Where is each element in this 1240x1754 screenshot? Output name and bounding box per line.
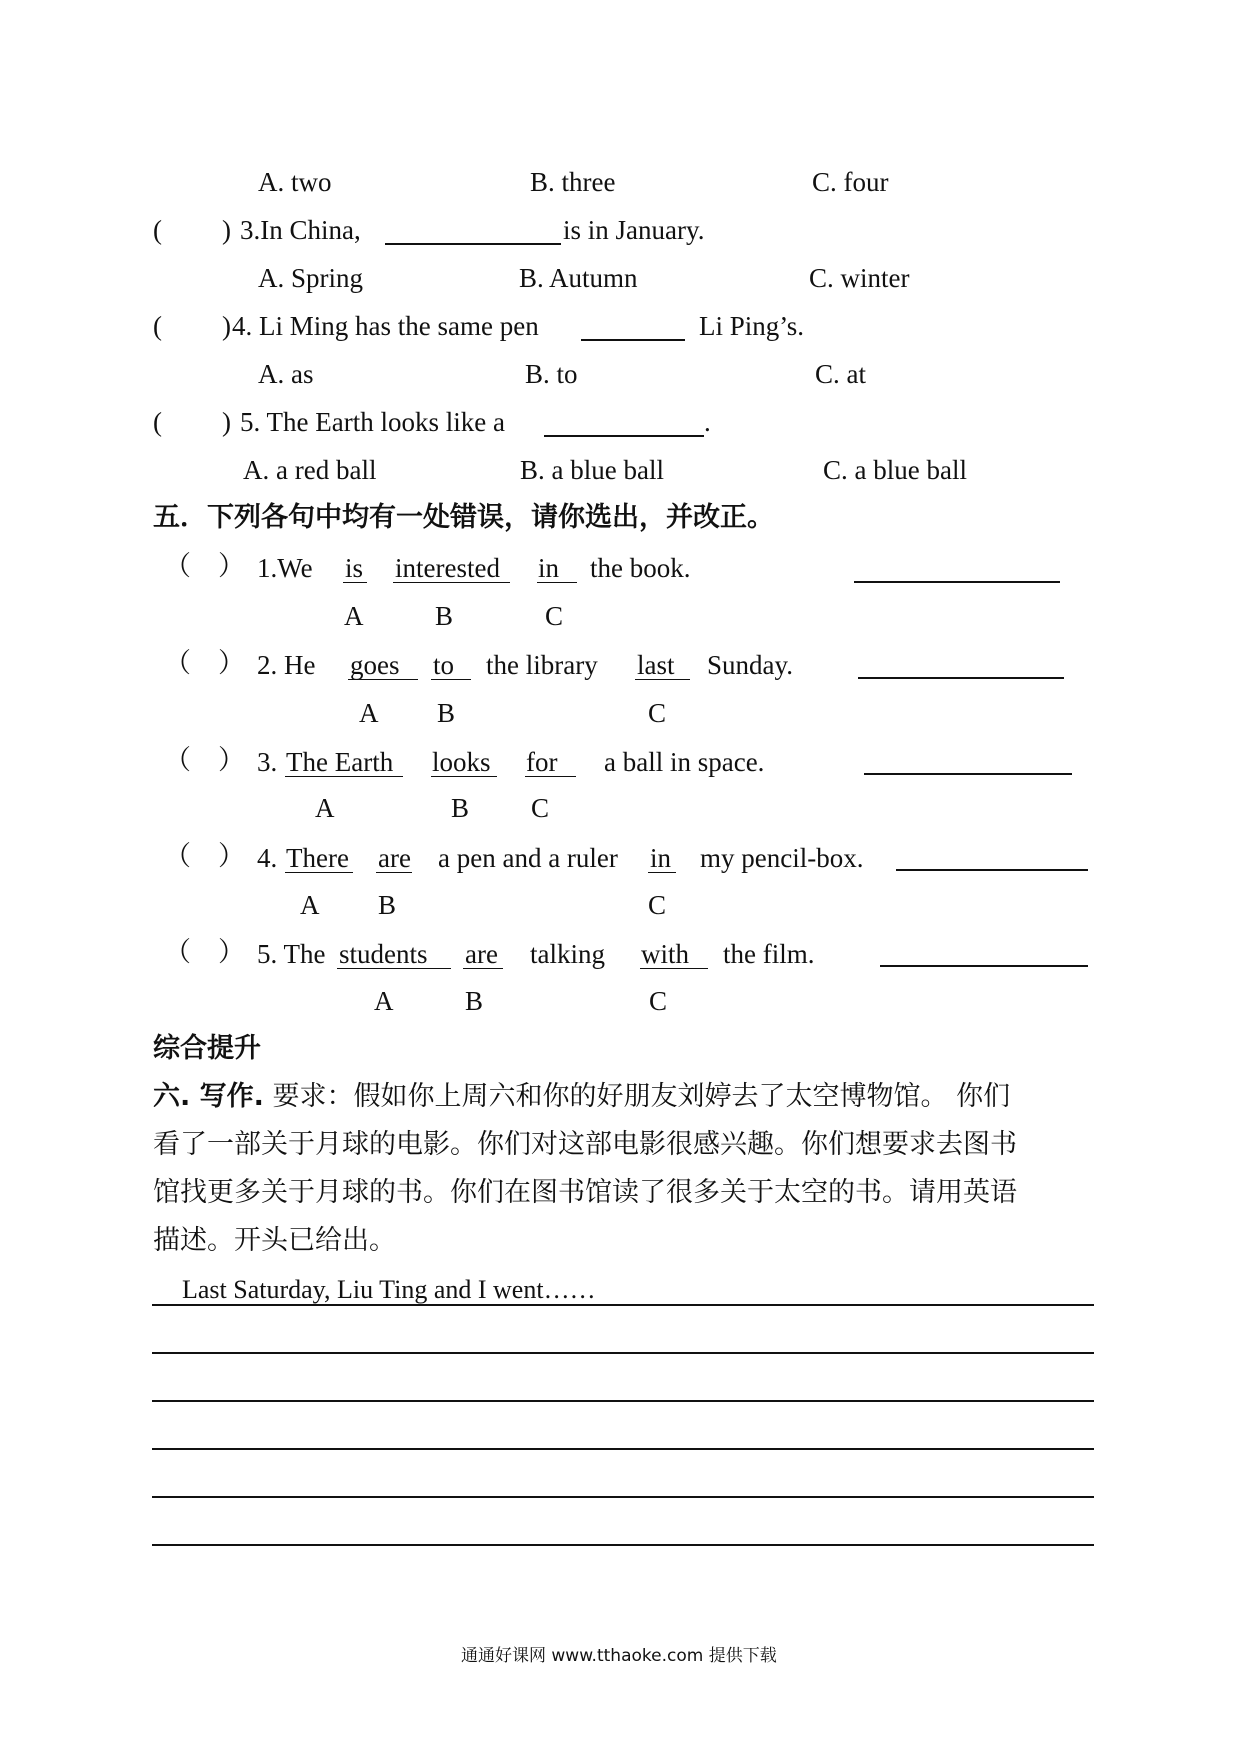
q5-answer-blank[interactable] xyxy=(544,435,704,437)
p5-q4-correction-blank[interactable] xyxy=(896,869,1088,871)
q4-option-b: B. to xyxy=(525,359,578,389)
p5-q4-underline-b xyxy=(376,872,412,873)
p5-q2-word-a: goes xyxy=(350,650,400,680)
p5-q3-word-c: for xyxy=(526,747,558,777)
q5-option-c: C. a blue ball xyxy=(823,455,967,485)
section-title: 综合提升 xyxy=(153,1033,261,1064)
p5-q4-paren-close: ） xyxy=(218,841,245,872)
p5-q2-correction-blank[interactable] xyxy=(858,677,1064,679)
p5-q2-word-c: last xyxy=(637,650,675,680)
p5-q1-num: 1.We xyxy=(257,553,313,583)
p5-q4-mid: a pen and a ruler xyxy=(438,843,618,873)
p5-q1-paren-close: ） xyxy=(218,551,245,582)
p5-q5-label-b: B xyxy=(465,986,484,1016)
p5-q4-label-c: C xyxy=(648,890,667,920)
p5-q2-word-b: to xyxy=(433,650,455,680)
p5-q3-rest: a ball in space. xyxy=(604,747,765,777)
p5-q1-word-b: interested xyxy=(395,553,500,583)
p5-q2-underline-b xyxy=(431,679,471,680)
p5-q1-correction-blank[interactable] xyxy=(854,581,1060,583)
writing-line-3[interactable] xyxy=(152,1400,1094,1402)
part5-heading: 五．下列各句中均有一处错误，请你选出，并改正。 xyxy=(153,502,774,533)
p5-q2-rest: Sunday. xyxy=(707,650,793,680)
part6-line-3: 馆找更多关于月球的书。你们在图书馆读了很多关于太空的书。请用英语 xyxy=(153,1177,1017,1208)
writing-line-6[interactable] xyxy=(152,1544,1094,1546)
q4-paren-open: ( xyxy=(153,311,162,341)
p5-q4-label-a: A xyxy=(300,890,320,920)
p5-q4-word-b: are xyxy=(378,843,411,873)
p5-q5-rest: the film. xyxy=(723,939,815,969)
p5-q2-underline-c xyxy=(635,679,690,680)
q4-option-a: A. as xyxy=(258,359,314,389)
p5-q5-word-c: with xyxy=(641,939,690,969)
q3-paren-open: ( xyxy=(153,215,162,245)
writing-line-1[interactable] xyxy=(152,1304,1094,1306)
p5-q1-label-a: A xyxy=(344,601,364,631)
p5-q3-label-a: A xyxy=(315,793,335,823)
footer-text: 通通好课网 www.tthaoke.com 提供下载 xyxy=(461,1646,777,1666)
p5-q1-word-a: is xyxy=(345,553,364,583)
p5-q1-underline-b xyxy=(393,582,510,583)
p5-q4-underline-c xyxy=(648,872,676,873)
q4-answer-blank[interactable] xyxy=(581,339,685,341)
p5-q5-underline-a xyxy=(337,968,451,969)
p5-q3-underline-b xyxy=(431,776,497,777)
q2-option-a: A. two xyxy=(258,167,332,197)
p5-q3-label-c: C xyxy=(531,793,550,823)
q4-option-c: C. at xyxy=(815,359,866,389)
writing-starter: Last Saturday, Liu Ting and I went…… xyxy=(182,1275,596,1304)
p5-q5-correction-blank[interactable] xyxy=(880,965,1088,967)
p5-q1-paren-open: （ xyxy=(164,551,191,582)
p5-q3-word-a: The Earth xyxy=(286,747,394,777)
part6-line-2: 看了一部关于月球的电影。你们对这部电影很感兴趣。你们想要求去图书 xyxy=(153,1129,1017,1160)
q5-paren-close: ) xyxy=(222,407,231,437)
q5-option-a: A. a red ball xyxy=(243,455,377,485)
p5-q3-num: 3. xyxy=(257,747,278,777)
q4-paren-close: ) xyxy=(222,311,231,341)
p5-q2-label-a: A xyxy=(359,698,379,728)
q3-option-c: C. winter xyxy=(809,263,910,293)
q5-stem-post: . xyxy=(704,407,711,437)
p5-q2-paren-close: ） xyxy=(218,648,245,679)
p5-q5-underline-c xyxy=(640,968,708,969)
p5-q3-word-b: looks xyxy=(432,747,491,777)
p5-q5-label-c: C xyxy=(649,986,668,1016)
p5-q1-underline-a xyxy=(343,582,367,583)
q5-option-b: B. a blue ball xyxy=(520,455,664,485)
p5-q3-underline-c xyxy=(525,776,576,777)
p5-q4-word-a: There xyxy=(286,843,349,873)
q3-paren-close: ) xyxy=(222,215,231,245)
p5-q1-label-b: B xyxy=(435,601,454,631)
p5-q3-paren-open: （ xyxy=(164,745,191,776)
p5-q1-underline-c xyxy=(537,582,577,583)
p5-q2-mid: the library xyxy=(486,650,598,680)
writing-line-4[interactable] xyxy=(152,1448,1094,1450)
q4-stem-pre: 4. Li Ming has the same pen xyxy=(232,311,539,341)
p5-q1-rest: the book. xyxy=(590,553,691,583)
p5-q5-num: 5. The xyxy=(257,939,326,969)
q3-stem-pre: 3.In China, xyxy=(240,215,361,245)
p5-q2-underline-a xyxy=(348,679,418,680)
p5-q3-label-b: B xyxy=(451,793,470,823)
p5-q5-paren-close: ） xyxy=(218,937,245,968)
p5-q5-word-b: are xyxy=(465,939,498,969)
p5-q5-paren-open: （ xyxy=(164,937,191,968)
p5-q1-label-c: C xyxy=(545,601,564,631)
p5-q1-word-c: in xyxy=(538,553,560,583)
p5-q5-underline-b xyxy=(463,968,503,969)
p5-q4-num: 4. xyxy=(257,843,278,873)
p5-q4-label-b: B xyxy=(378,890,397,920)
p5-q5-label-a: A xyxy=(374,986,394,1016)
part6-label: 六. 写作. xyxy=(153,1081,264,1112)
q3-answer-blank[interactable] xyxy=(385,243,561,245)
p5-q5-mid: talking xyxy=(530,939,605,969)
part6-requirement-1: 要求：假如你上周六和你的好朋友刘婷去了太空博物馆。 你们 xyxy=(272,1081,1011,1112)
q4-stem-post: Li Ping’s. xyxy=(699,311,805,341)
p5-q3-underline-a xyxy=(285,776,403,777)
p5-q2-label-b: B xyxy=(437,698,456,728)
p5-q2-paren-open: （ xyxy=(164,648,191,679)
p5-q4-paren-open: （ xyxy=(164,841,191,872)
p5-q3-correction-blank[interactable] xyxy=(864,773,1072,775)
q3-option-b: B. Autumn xyxy=(519,263,638,293)
writing-line-5[interactable] xyxy=(152,1496,1094,1498)
q5-paren-open: ( xyxy=(153,407,162,437)
p5-q5-word-a: students xyxy=(339,939,428,969)
p5-q2-num: 2. He xyxy=(257,650,316,680)
q2-option-c: C. four xyxy=(812,167,889,197)
q5-stem-pre: 5. The Earth looks like a xyxy=(240,407,505,437)
q3-stem-post: is in January. xyxy=(563,215,705,245)
p5-q3-paren-close: ） xyxy=(218,745,245,776)
p5-q2-label-c: C xyxy=(648,698,667,728)
writing-line-2[interactable] xyxy=(152,1352,1094,1354)
part6-line-1 xyxy=(153,1080,1010,1114)
q2-option-b: B. three xyxy=(530,167,616,197)
part6-line-4: 描述。开头已给出。 xyxy=(153,1225,396,1256)
p5-q4-underline-a xyxy=(285,872,353,873)
p5-q4-rest: my pencil-box. xyxy=(700,843,864,873)
p5-q4-word-c: in xyxy=(650,843,672,873)
q3-option-a: A. Spring xyxy=(258,263,364,293)
